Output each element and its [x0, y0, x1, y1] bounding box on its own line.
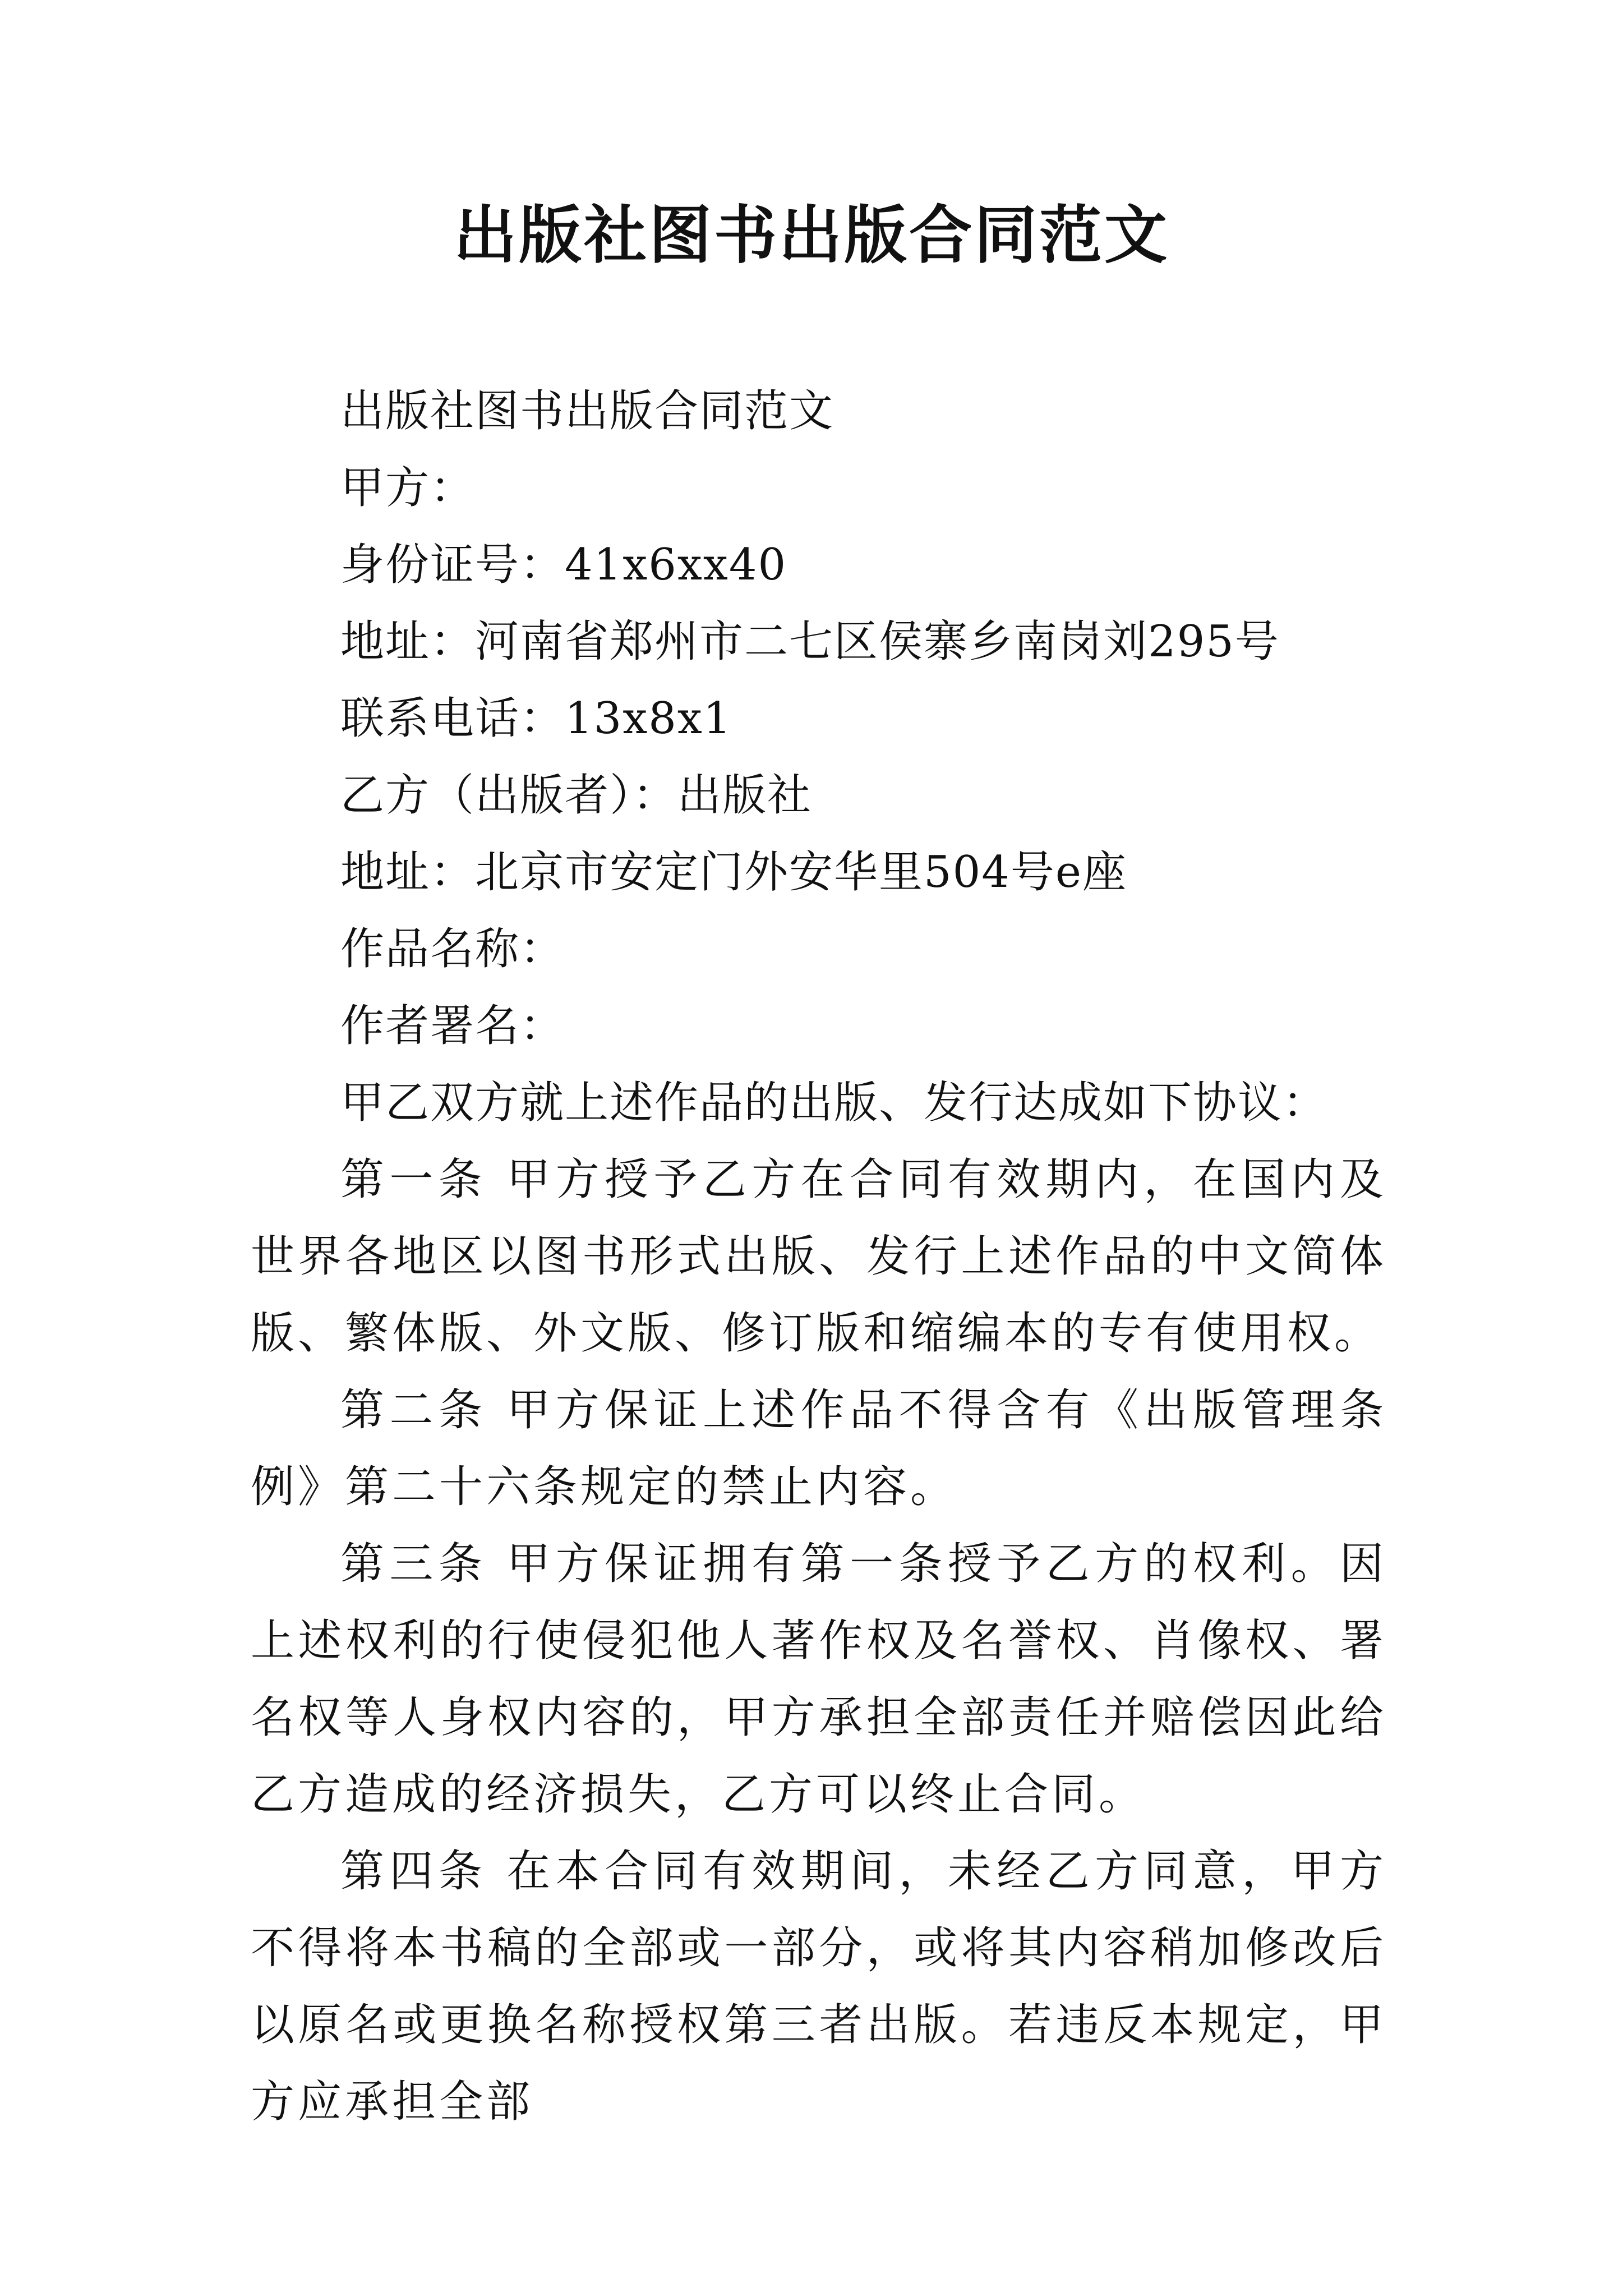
party-a-label: 甲方： [340, 463, 476, 513]
clause-3: 第三条 甲方保证拥有第一条授予乙方的权利。因上述权利的行使侵犯他人著作权及名誉权、肖像权、署名权等人身权内容的，甲方承担全部责任并赔偿因此给乙方造成的经济损失，乙方可以终止合同。 [251, 1539, 1387, 1820]
clause-4: 第四条 在本合同有效期间，未经乙方同意，甲方不得将本书稿的全部或一部分，或将其内容稍加修改后以原名或更换名称授权第三者出版。若违反本规定，甲方应承担全部 [251, 1846, 1387, 2127]
party-b-address-line: 地址：北京市安定门外安华里504号e座 [340, 847, 1128, 898]
author-signature-line: 作者署名： [340, 1001, 565, 1051]
document-body [251, 373, 1387, 2141]
party-a-address-line: 地址：河南省郑州市二七区侯寨乡南岗刘295号 [340, 616, 1280, 667]
document-title: 出版社图书出版合同范文 [454, 199, 1169, 272]
phone-line: 联系电话：13x8x1 [340, 693, 732, 744]
agreement-intro-line: 甲乙双方就上述作品的出版、发行达成如下协议： [340, 1078, 1328, 1128]
clause-1: 第一条 甲方授予乙方在合同有效期内，在国内及世界各地区以图书形式出版、发行上述作品的中文简体版、繁体版、外文版、修订版和缩编本的专有使用权。 [251, 1154, 1387, 1359]
work-title-line: 作品名称： [340, 924, 565, 974]
heading-line: 出版社图书出版合同范文 [340, 386, 834, 436]
id-number-line: 身份证号：41x6xx40 [340, 540, 787, 590]
clause-2: 第二条 甲方保证上述作品不得含有《出版管理条例》第二十六条规定的禁止内容。 [251, 1385, 1387, 1512]
party-b-line: 乙方（出版者）：出版社 [340, 770, 813, 821]
